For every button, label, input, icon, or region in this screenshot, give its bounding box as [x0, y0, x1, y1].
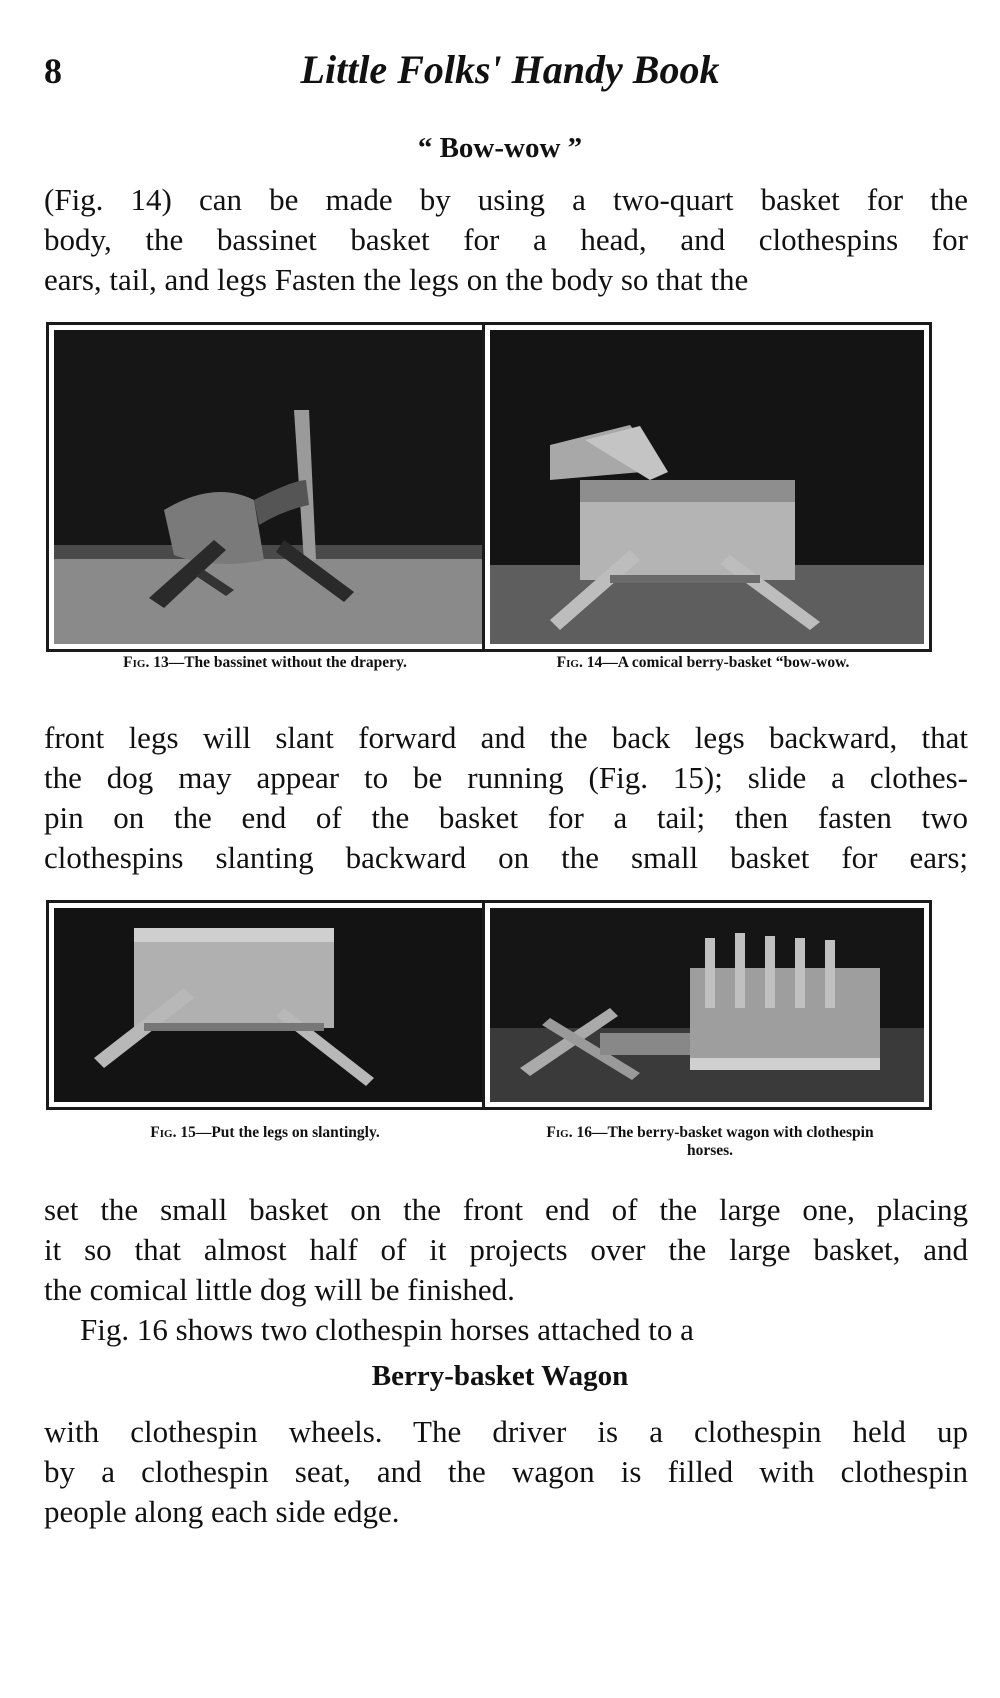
figure-14-photo — [482, 322, 932, 652]
running-title: Little Folks' Handy Book — [300, 47, 720, 92]
figure-16-photo — [482, 900, 932, 1110]
text-line: (Fig. 14) can be made by using a two-quart basket for the — [44, 182, 968, 217]
figure-14-caption — [478, 654, 928, 672]
slanted-legs-photo-image — [54, 908, 486, 1102]
text-line: front legs will slant forward and the back legs backward, that — [44, 720, 968, 755]
text-line: by a clothespin seat, and the wagon is filled with clothespin — [44, 1454, 968, 1489]
text-line: the dog may appear to be running (Fig. 15); slide a clothes- — [44, 760, 968, 795]
figure-13-photo — [46, 322, 494, 652]
figure-15-photo — [46, 900, 494, 1110]
figure-label: Fig. 15 — [150, 1124, 196, 1141]
bow-wow-photo-image — [490, 330, 924, 644]
text-line: set the small basket on the front end of the large one, placing — [44, 1192, 968, 1227]
text-line: with clothespin wheels. The driver is a clothespin held up — [44, 1414, 968, 1449]
section-heading-bow-wow: “ Bow-wow ” — [417, 132, 583, 164]
page-number: 8 — [44, 51, 62, 91]
figure-label: Fig. 13 — [123, 654, 169, 671]
text-line: body, the bassinet basket for a head, and clothespins for — [44, 222, 968, 257]
wagon-photo-image — [490, 908, 924, 1102]
figure-16-caption — [540, 1124, 880, 1160]
figure-caption-text: —Put the legs on slantingly. — [195, 1124, 380, 1141]
bassinet-photo-image — [54, 330, 486, 644]
figure-caption-text: —The bassinet without the drapery. — [168, 654, 407, 671]
figure-caption-text: —The berry-basket wagon with clothespin horses. — [591, 1124, 874, 1159]
figure-label: Fig. 16 — [546, 1124, 592, 1141]
text-line: people along each side edge. — [44, 1494, 400, 1529]
paragraph-4: Fig. 16 shows two clothespin horses attached to a — [80, 1312, 694, 1347]
text-line: ears, tail, and legs Fasten the legs on the body so that the — [44, 262, 749, 297]
text-line: it so that almost half of it projects over the large basket, and — [44, 1232, 968, 1267]
text-line: the comical little dog will be finished. — [44, 1272, 515, 1307]
text-line: clothespins slanting backward on the small basket for ears; — [44, 840, 968, 875]
text-line: pin on the end of the basket for a tail; then fasten two — [44, 800, 968, 835]
figure-label: Fig. 14 — [556, 654, 603, 671]
section-heading-berry-basket-wagon: Berry-basket Wagon — [371, 1360, 629, 1392]
figure-13-caption — [40, 654, 490, 672]
figure-caption-text: —A comical berry-basket “bow-wow. — [602, 654, 850, 671]
figure-15-caption — [40, 1124, 490, 1142]
